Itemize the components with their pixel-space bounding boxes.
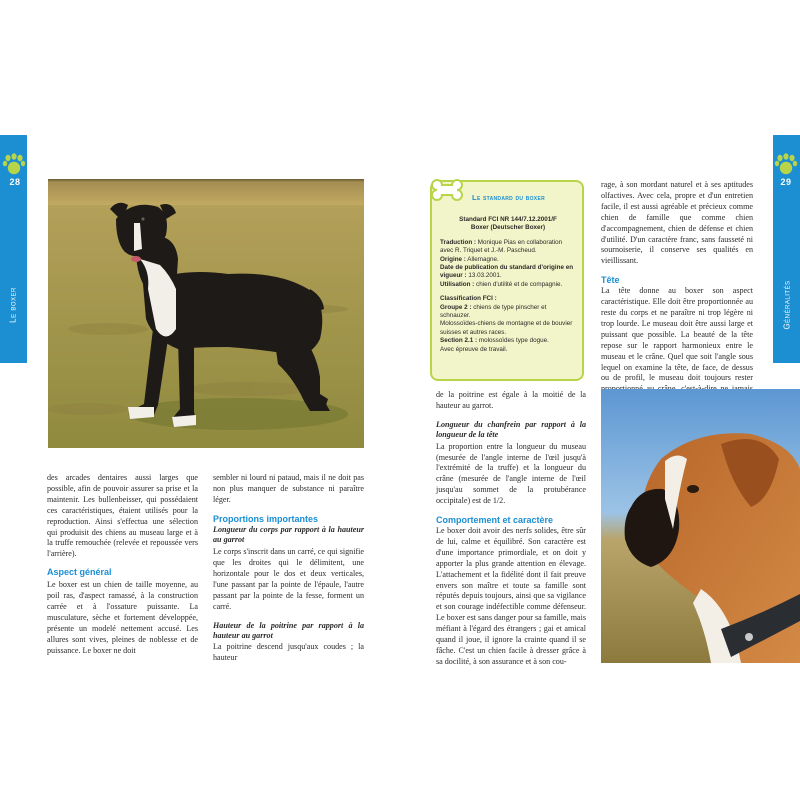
paragraph: Le boxer est un chien de taille moyenne, au poil ras, d'aspect ramassé, à la construction carrée et à l'ossature puissante. La musculature, sèche et fortement développée, présente un modelé nettement accusé. Les allures sont vives, pleines de noblesse et de puissance. Le boxer ne doit bbox=[47, 580, 198, 655]
paragraph: Le boxer doit avoir des nerfs solides, être sûr de lui, calme et équilibré. Son caractère est d'une importance primordiale, et on doit y apporter la plus grande attention en élevage. L'attachement et la fidélité dont il fait preuve envers son maître et toute sa famille sont réputés depuis toujours, ainsi que sa vigilance et son courage indéfectible comme défenseur. Le boxer est sans danger pour sa famille, mais méfiant à l'égard des étrangers ; gai et amical quand il joue, il ignore la crainte quand il se fâche. C'est un chien facile à dresser grâce à sa docilité, à son assurance et à son cou- bbox=[436, 525, 586, 666]
field-value: molossoïdes type dogue. bbox=[477, 337, 549, 345]
field-label: Origine : bbox=[440, 255, 466, 263]
standard-number: Standard FCI NR 144/7.12.2001/F bbox=[459, 216, 557, 223]
paragraph: des arcades dentaires aussi larges que possible, afin de pouvoir assurer sa prise et la maintenir. Les bullenbeisser, qui possédaient ces caractéristiques, étaient utilisés pour la reproduction. Ainsi s'effectua une sélection qui produisit des chiens au museau large et à la truffe remouchée (relevée et repoussée vers l'arrière). bbox=[47, 473, 198, 559]
bone-icon bbox=[430, 178, 464, 202]
subheading: Longueur du corps par rapport à la hauteur au garrot bbox=[213, 524, 364, 545]
page-number: 28 bbox=[9, 177, 21, 187]
section-heading: Aspect général bbox=[47, 567, 112, 578]
field-value: Molossoïdes-chiens de montagne et de bouvier suisses et autres races. bbox=[440, 320, 573, 336]
field-label: Date de publication du standard d'origine en vigueur : bbox=[440, 264, 574, 280]
field-value: 13.03.2001. bbox=[466, 272, 502, 280]
side-tab-label: Généralités bbox=[782, 280, 792, 330]
subheading: Longueur du chanfrein par rapport à la longueur de la tête bbox=[436, 419, 586, 440]
paragraph: sembler ni lourd ni pataud, mais il ne doit pas non plus manquer de substance ni paraître léger. bbox=[213, 473, 364, 504]
box-title: Le standard du boxer bbox=[472, 193, 545, 202]
boxer-head-photo bbox=[601, 389, 800, 663]
paragraph: La proportion entre la longueur du museau (mesurée de l'angle interne de l'œil jusqu'à l'extrémité de la truffe) et la longueur du crâne (mesurée de l'angle interne de l'œil jusqu'au sommet de la protubérance occipitale) est de 1/2. bbox=[436, 441, 586, 506]
paragraph: La tête donne au boxer son aspect caractéristique. Elle doit être proportionnée au reste du corps et ne paraître ni trop légère ni trop lourde. Le museau doit être aussi large et puissant que possible. La beauté de la tête repose sur le rapport harmonieux entre le museau et le crâne. Quel que soit l'angle sous lequel on examine la tête, de face, de dessus ou de profil, le museau doit toujours rester bbox=[601, 286, 753, 383]
field-label: Utilisation : bbox=[440, 280, 475, 288]
boxer-standing-photo bbox=[48, 179, 364, 448]
paragraph: rage, à son mordant naturel et à ses aptitudes olfactives. Avec cela, propre et d'un entretien facile, il est aussi agréable et précieux comme chien de famille que comme chien d'accompagnement, chien de défense et chien d'utilité. D'un caractère franc, sans fausseté ni sournoiserie, il conserve ses qualités en vieillissant. bbox=[601, 180, 753, 266]
page-number: 29 bbox=[780, 177, 792, 187]
breed-name: Boxer (Deutscher Boxer) bbox=[470, 224, 546, 232]
field-label: Section 2.1 : bbox=[440, 337, 478, 345]
field-value: Allemagne. bbox=[465, 255, 499, 263]
paragraph: Le corps s'inscrit dans un carré, ce qui signifie que les droites qui le délimitent, une horizontale pour le dos et deux verticales, l'une passant par la pointe de l'épaule, l'autre passant par la pointe de la fesse, forment un carré. bbox=[213, 547, 364, 611]
paragraph: de la poitrine est égale à la moitié de la hauteur au garrot. bbox=[436, 390, 586, 410]
field-value: chien d'utilité et de compagnie. bbox=[474, 280, 563, 288]
paw-icon bbox=[774, 153, 798, 175]
side-tab-left bbox=[0, 135, 27, 363]
section-heading: Proportions importantes bbox=[213, 513, 319, 524]
field-label: Classification FCI : bbox=[440, 295, 497, 303]
paragraph: La poitrine descend jusqu'aux coudes ; la hauteur bbox=[213, 641, 364, 662]
subheading: Hauteur de la poitrine par rapport à la hauteur au garrot bbox=[213, 620, 364, 641]
side-tab-right bbox=[773, 135, 800, 363]
left-column-1 bbox=[47, 473, 198, 657]
field-value: chiens de type pinscher et schnauzer. bbox=[440, 303, 547, 320]
side-tab-label: Le boxer bbox=[8, 287, 18, 323]
section-heading: Comportement et caractère bbox=[436, 515, 554, 526]
left-column-2 bbox=[213, 473, 364, 664]
field-label: Traduction : bbox=[440, 238, 477, 246]
paw-icon bbox=[2, 153, 26, 175]
field-value: Avec épreuve de travail. bbox=[440, 345, 508, 353]
standard-box bbox=[430, 180, 584, 381]
field-label: Groupe 2 : bbox=[440, 303, 472, 311]
section-heading: Tête bbox=[601, 275, 620, 286]
field-value: Monique Pias en collaboration avec R. Triquet et J.-M. Pascheud. bbox=[440, 238, 563, 255]
right-column-1 bbox=[436, 390, 586, 668]
